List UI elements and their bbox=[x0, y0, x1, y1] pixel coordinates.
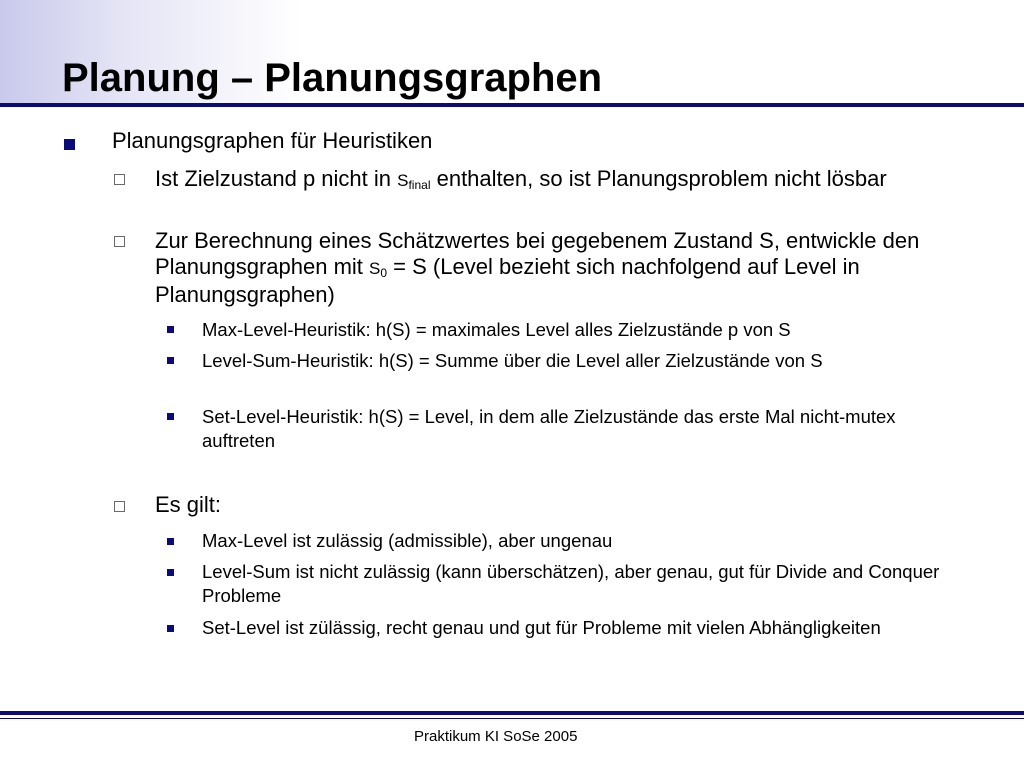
hollow-square-bullet-icon bbox=[114, 236, 125, 247]
small-square-bullet-icon bbox=[167, 625, 174, 632]
subscript-zero: 0 bbox=[380, 266, 388, 280]
bullet-level-sum-heuristic: Level-Sum-Heuristik: h(S) = Summe über die Level aller Zielzustände von S bbox=[202, 350, 823, 371]
footer-rule bbox=[0, 711, 1024, 715]
bullet-es-gilt: Es gilt: bbox=[155, 492, 222, 517]
footer-text: Praktikum KI SoSe 2005 bbox=[414, 728, 578, 745]
square-bullet-icon bbox=[64, 139, 75, 150]
bullet-max-level-heuristic: Max-Level-Heuristik: h(S) = maximales Level alles Zielzustände p von S bbox=[202, 319, 791, 340]
subscript-final: final bbox=[408, 178, 431, 192]
var-s: S bbox=[369, 259, 381, 278]
bullet-set-level-property: Set-Level ist zülässig, recht genau und gut für Probleme mit vielen Abhängligkeiten bbox=[202, 617, 881, 638]
bullet-max-level-property: Max-Level ist zulässig (admissible), aber ungenau bbox=[202, 530, 613, 551]
small-square-bullet-icon bbox=[167, 326, 174, 333]
bullet-estimate-text: Zur Berechnung eines Schätzwertes bei gegebenem Zustand S, entwickle den Planungsgraphen mit bbox=[155, 228, 920, 279]
small-square-bullet-icon bbox=[167, 569, 174, 576]
var-s: S bbox=[397, 171, 409, 190]
footer-rule-thin bbox=[0, 718, 1024, 719]
bullet-estimate-text-end: = S (Level bezieht sich nachfolgend auf Level in Planungsgraphen) bbox=[155, 254, 860, 307]
slide-title: Planung – Planungsgraphen bbox=[62, 56, 603, 100]
small-square-bullet-icon bbox=[167, 538, 174, 545]
bullet-heuristics: Planungsgraphen für Heuristiken bbox=[112, 128, 433, 153]
small-square-bullet-icon bbox=[167, 413, 174, 420]
bullet-goal-state bbox=[155, 166, 955, 194]
bullet-goal-state-text-end: enthalten, so ist Planungsproblem nicht lösbar bbox=[430, 166, 887, 191]
hollow-square-bullet-icon bbox=[114, 174, 125, 185]
bullet-set-level-heuristic: Set-Level-Heuristik: h(S) = Level, in dem alle Zielzustände das erste Mal nicht-mutex auftreten bbox=[202, 406, 896, 451]
title-underline bbox=[0, 103, 1024, 107]
bullet-estimate bbox=[155, 228, 955, 308]
small-square-bullet-icon bbox=[167, 357, 174, 364]
hollow-square-bullet-icon bbox=[114, 501, 125, 512]
bullet-goal-state-text: Ist Zielzustand p nicht in bbox=[155, 166, 398, 191]
bullet-level-sum-property: Level-Sum ist nicht zulässig (kann überschätzen), aber genau, gut für Divide and Conquer Probleme bbox=[202, 561, 940, 606]
